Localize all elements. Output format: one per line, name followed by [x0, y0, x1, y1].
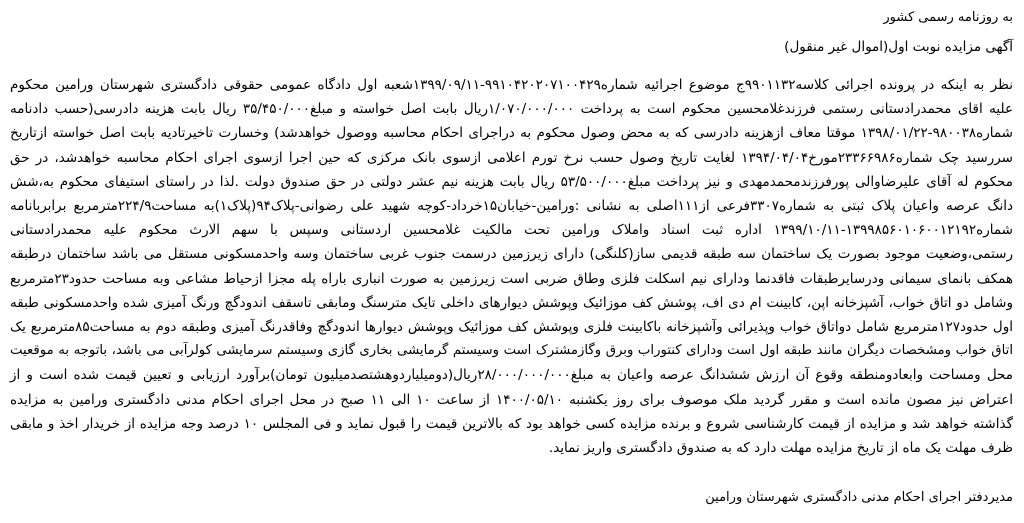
notice-title: آگهی مزایده نوبت اول(اموال غیر منقول) — [784, 39, 1013, 55]
notice-line: شماره۱۳۹۹۸۵۶۰۱۰۶۰۰۱۲۱۹۲-۱۳۹۹/۱۰/۱۱ اداره ثبت اسناد واملاک ورامین تحت مالکیت غلامحسین اردستانی وسپس با سهم الارث محکوم علیه محمدرادستانی — [10, 222, 1013, 239]
publication-note: به روزنامه رسمی کشور — [883, 10, 1013, 25]
notice-line: وشامل دو اتاق خواب، آشپزخانه اپن، کابینت ام دی اف، پوشش کف موزائیک وپوشش دیوارهای داخلی تایک مترسنگ ومابقی تاسقف اندودگچ ورنگ آمیزی شده واحدمسکونی طبقه — [10, 294, 1013, 311]
notice-line: نظر به اینکه در پرونده اجرائی کلاسه۹۹۰۱۱۳۲ج موضوع اجرائیه شماره۹۹۱۰۴۲۰۲۰۷۱۰۰۴۲۹-۱۳۹۹/۰۹/۱۱شعبه اول دادگاه عمومی حقوقی دادگستری شهرستان ورامین محکوم — [10, 77, 1013, 93]
signature: مدیردفتر اجرای احکام مدنی دادگستری شهرستان ورامین — [705, 490, 1013, 505]
notice-line: اعتراض نیز مصون مانده است و مقرر گردید ملک موصوف برای روز یکشنبه ۱۴۰۰/۰۵/۱۰ از ساعت ۱۰ الی ۱۱ صبح در محل اجرای احکام مدنی دادگستری ورامین به مزایده — [10, 391, 1014, 408]
notice-line: سررسید چک شماره۲۳۳۶۶۹۸۶مورخ۱۳۹۴/۰۴/۰۴ لغایت تاریخ وصول حسب نرخ تورم اعلامی ازسوی بانک مرکزی که حین اجرا ازسوی اجرای احکام محاسبه خواهدشد، در حق — [10, 149, 1013, 166]
notice-body — [10, 73, 1013, 460]
notice-line: شماره۹۸۰۰۳۸-۱۳۹۸/۰۱/۲۲ موقتا معاف ازهزینه دادرسی که به محض وصول محکوم به دراجرای احکام محاسبه ووصول خواهدشد) وخسارت تاخیرتادیه بابت اصل خواسته ازتاریخ — [10, 125, 1013, 142]
notice-line: همکف بانمای سیمانی ودرسایرطبقات فاقدنما ودارای نیم اسکلت فلزی وطاق ضربی است زیرزمین به صورت انباری باراه پله مجزا ازحیاط مشاعی وبه مساحت حدود۲۳مترمربع — [10, 270, 1013, 287]
notice-line: علیه اقای محمدرادستانی رستمی فرزندغلامحسین محکوم است به پرداخت ۱/۰۷۰/۰۰۰/۰۰۰ریال بابت اصل خواسته و مبلغ۳۵/۴۵۰/۰۰۰ ریال بابت هزینه دادرسی(حسب دادنامه — [10, 101, 1014, 118]
notice-line: اتاق خواب ومشخصات دیگران مانند طبقه اول است ودارای کنتوراب وبرق وگازمشترک است وسیستم گرمایشی بخاری گازی وسیستم سرمایشی کولرآبی می باشد، باتوجه به موقعیت — [10, 343, 1013, 359]
notice-line: محکوم له آقای علیرضاوالی پورفرزندمحمدمهدی و نیز پرداخت مبلغ۵۳/۵۰۰/۰۰۰ ریال بابت هزینه نیم عشر دولتی در حق صندوق دولت .لذا در راستای استیفای محکوم به،شش — [10, 173, 1013, 190]
notice-line: دانگ عرصه واعیان پلاک ثبتی به شماره۳۳۰۷فرعی از۱۱۱اصلی به نشانی :ورامین-خیابان۱۵خرداد-کوچه شهید علی رضوانی-پلاک۹۴(پلاک۱)به مساحت۲۲۴/۹مترمربع برابربانامه — [10, 198, 1013, 215]
notice-line: اول حدود۱۲۷مترمربع شامل دواتاق خواب وپذیرائی وآشپزخانه باکابینت فلزی وپوشش کف موزائیک وپوشش دیوارها اندودگچ وفاقدرنگ آمیزی وطبقه دوم به مساحت۸۵مترمربع یک — [10, 319, 1013, 336]
notice-line: گذاشته خواهد شد و مزایده از قیمت کارشناسی شروع و برنده مزایده کسی خواهد بود که بالاترین قیمت را قبول نماید و فی المجلس ۱۰ درصد وجه مزایده از خریدار اخذ و مابقی — [10, 415, 1014, 432]
notice-line-last: ظرف مهلت یک ماه از تاریخ مزایده مهلت دارد که به صندوق دادگستری واریز نماید. — [548, 440, 1013, 457]
notice-line: محل ومساحت وابعادومنطقه وقوع آن ارزش ششدانگ عرصه واعیان به مبلغ۲۸/۰۰۰/۰۰۰/۰۰۰ریال(دومیلیاردوهشتصدمیلیون تومان)برآورد ارزیابی و تعیین قیمت شده است و از — [10, 367, 1013, 384]
notice-line: رستمی،وضعیت موجود بصورت یک ساختمان سه طبقه قدیمی ساز(کلنگی) دارای زیرزمین درسمت جنوب غربی ساختمان وسه واحدمسکونی مستقل می باشد ساختمان درطبقه — [10, 246, 1013, 263]
